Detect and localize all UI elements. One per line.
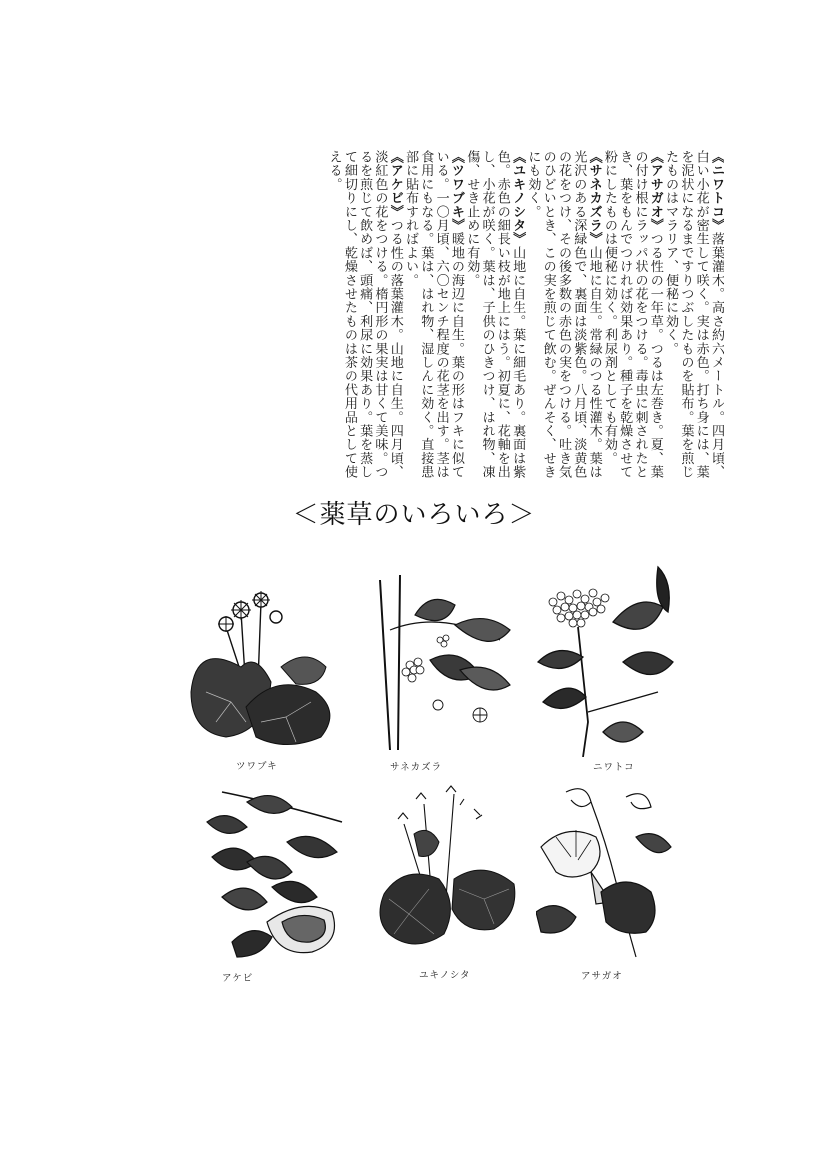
caption-sanekazura: サネカズラ <box>390 762 443 773</box>
entry-text: 山地に自生。常緑のつる性灌木。葉は光沢のある深緑色で、裏面は淡紫色。八月頃、淡黄色の花をつけ、その後多数の赤色の実をつける。吐き気のひどいとき、この実を煎じて飲む。ぜんそく、せきにも効く。 <box>525 150 602 479</box>
entry-text: 山地に自生。葉に細毛あり。裏面は紫色。赤色の細長い枝が地上にはう。初夏に、花軸を出し、小花が咲く。葉は、子供のひきつけ、はれ物、凍傷、せき止めに有効。 <box>464 150 526 479</box>
caption-asagao: アサガオ <box>581 971 623 982</box>
entry-name: ツワブキ <box>448 163 464 219</box>
caption-akebi: アケビ <box>222 973 254 984</box>
entry-name: サネカズラ <box>586 163 602 233</box>
entry-text: 落葉灌木。高さ約六メートル。四月頃、白い小花が密生して咲く。実は赤色。打ち身には、葉を泥状になるまですりつぶしたものを貼布。葉を煎じたものはマラリア、便秘に効く。 <box>663 150 724 479</box>
entry-niwatoko: 《ニワトコ》落葉灌木。高さ約六メートル。四月頃、白い小花が密生して咲く。実は赤色。打ち身には、葉を泥状になるまですりつぶしたものを貼布。葉を煎じたものはマラリア、便秘に効く。 <box>663 150 724 479</box>
illustration-asagao <box>536 782 681 982</box>
niwatoko-drawing <box>528 562 678 757</box>
illustration-yukinoshita <box>364 784 524 981</box>
entry-name: アサガオ <box>647 163 663 219</box>
entry-akebi: 《アケビ》つる性の落葉灌木。山地に自生。四月頃、淡紅色の花をつける。楕円形の果実は甘くて美味。つるを煎じて飲めば、頭痛、利尿に効果あり。葉を蒸して細切りにし、乾燥させたものは茶の代用品として使える。 <box>326 150 403 479</box>
illustration-tsuwabuki <box>186 572 346 772</box>
entry-asagao: 《アサガオ》つる性の一年草。つるは左巻き。夏、葉の付け根にラッパ状の花をつける。毒虫に刺されたとき、葉をもんでつければ効果あり。種子を乾燥させて粉にしたものは便秘に効く。利尿剤としても有効。 <box>601 150 663 479</box>
caption-yukinoshita: ユキノシタ <box>419 970 471 981</box>
herb-descriptions <box>112 150 724 480</box>
akebi-drawing <box>192 782 357 962</box>
entry-text: つる性の落葉灌木。山地に自生。四月頃、淡紅色の花をつける。楕円形の果実は甘くて美味。つるを煎じて飲めば、頭痛、利尿に効果あり。葉を蒸して細切りにし、乾燥させたものは茶の代用品として使える。 <box>326 150 403 479</box>
entry-text: つる性の一年草。つるは左巻き。夏、葉の付け根にラッパ状の花をつける。毒虫に刺されたとき、葉をもんでつければ効果あり。種子を乾燥させて粉にしたものは便秘に効く。利尿剤としても有効。 <box>601 150 663 479</box>
entry-yukinoshita: 《ユキノシタ》山地に自生。葉に細毛あり。裏面は紫色。赤色の細長い枝が地上にはう。初夏に、花軸を出し、小花が咲く。葉は、子供のひきつけ、はれ物、凍傷、せき止めに有効。 <box>464 150 526 479</box>
entry-name: ニワトコ <box>709 163 724 219</box>
entry-sanekazura: 《サネカズラ》山地に自生。常緑のつる性灌木。葉は光沢のある深緑色で、裏面は淡紫色。八月頃、淡黄色の花をつけ、その後多数の赤色の実をつける。吐き気のひどいとき、この実を煎じて飲む。ぜんそく、せきにも効く。 <box>525 150 602 479</box>
asagao-drawing <box>536 782 681 962</box>
entry-name: ユキノシタ <box>510 163 526 233</box>
entry-name: アケビ <box>387 163 403 205</box>
illustration-niwatoko <box>528 562 678 773</box>
sanekazura-drawing <box>360 570 520 755</box>
entry-tsuwabuki: 《ツワブキ》暖地の海辺に自生。葉の形はフキに似ている。一〇月頃、六〇センチ程度の花茎を出す。茎は食用にもなる。葉は、はれ物、湿しんに効く。直接患部に貼布すればよい。 <box>403 150 464 479</box>
caption-niwatoko: ニワトコ <box>593 762 635 773</box>
yukinoshita-drawing <box>364 784 524 969</box>
entry-text: 暖地の海辺に自生。葉の形はフキに似ている。一〇月頃、六〇センチ程度の花茎を出す。茎は食用にもなる。葉は、はれ物、湿しんに効く。直接患部に貼布すればよい。 <box>403 150 464 479</box>
caption-tsuwabuki: ツワブキ <box>236 761 278 772</box>
illustration-sanekazura <box>360 570 520 773</box>
tsuwabuki-drawing <box>186 572 346 752</box>
section-title: ＜薬草のいろいろ＞ <box>292 500 536 530</box>
illustration-akebi <box>192 782 357 984</box>
